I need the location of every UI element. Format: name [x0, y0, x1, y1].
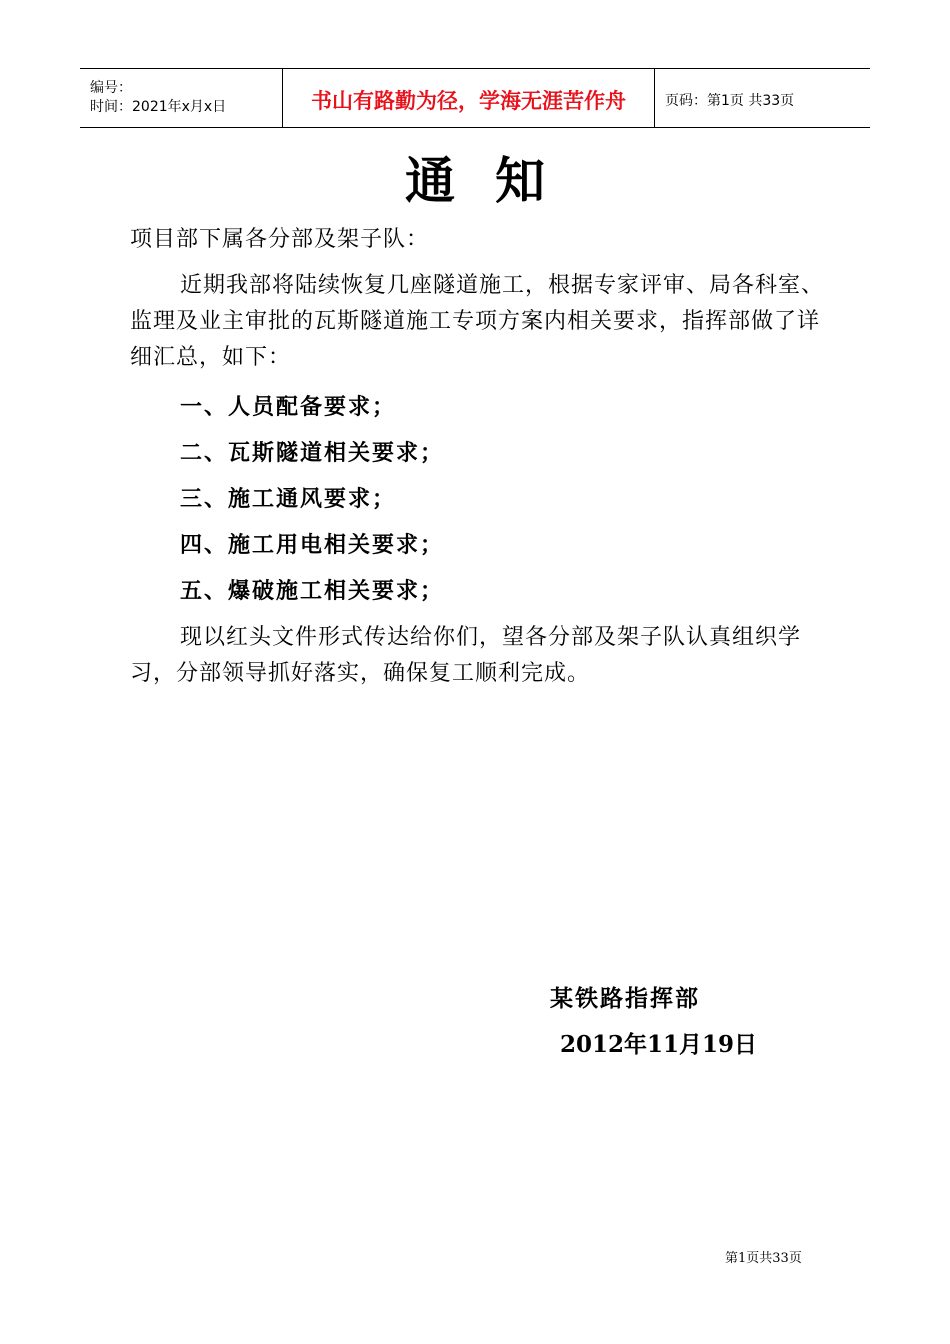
- header-page-text: 页码：第1页 共33页: [665, 93, 795, 109]
- list-item: 二、瓦斯隧道相关要求；: [180, 440, 445, 466]
- intro-paragraph: 近期我部将陆续恢复几座隧道施工，根据专家评审、局各科室、监理及业主审批的瓦斯隧道施工专项方案内相关要求，指挥部做了详细汇总，如下：: [130, 273, 825, 370]
- list-item: 四、施工用电相关要求；: [180, 532, 445, 558]
- list-item: 三、施工通风要求；: [180, 486, 397, 512]
- signer: 某铁路指挥部: [550, 985, 700, 1012]
- page-title: 通知: [405, 151, 585, 210]
- closing-paragraph: 现以红头文件形式传达给你们，望各分部及架子队认真组织学习，分部领导抓好落实，确保复工顺利完成。: [130, 625, 802, 686]
- header-motto-text: 书山有路勤为径，学海无涯苦作舟: [311, 89, 626, 113]
- header-meta: [80, 69, 282, 127]
- salutation: 项目部下属各分部及架子队：: [130, 227, 430, 252]
- header-time: 时间：2021年x月x日: [90, 99, 227, 115]
- list-item: 一、人员配备要求；: [180, 394, 397, 420]
- header-page: [655, 69, 870, 127]
- header-motto: [282, 69, 655, 127]
- list-item: 五、爆破施工相关要求；: [180, 578, 445, 604]
- sign-date: 2012年11月19日: [560, 1031, 758, 1058]
- header-number: 编号：: [90, 80, 132, 96]
- document-header: [80, 68, 870, 128]
- footer-page-indicator: 第1页共33页: [725, 1251, 802, 1266]
